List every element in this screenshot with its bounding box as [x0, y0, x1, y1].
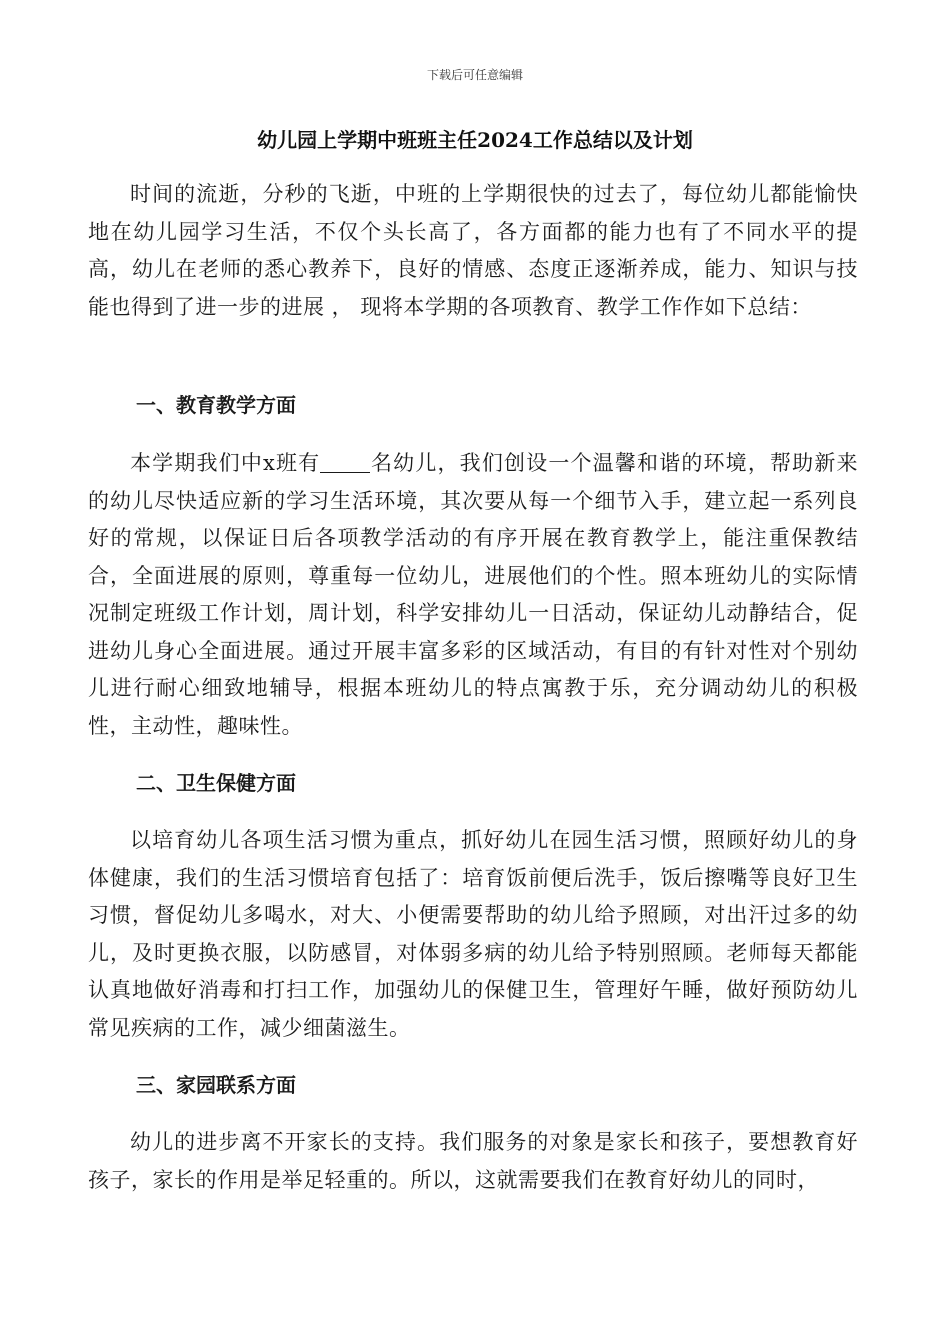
section-2-paragraph: 以培育幼儿各项生活习惯为重点，抓好幼儿在园生活习惯，照顾好幼儿的身体健康，我们的生活习惯培育包括了：培育饭前便后洗手，饭后擦嘴等良好卫生习惯，督促幼儿多喝水，对大、小便需要帮助的幼儿给予照顾，对出汗过多的幼儿，及时更换衣服，以防感冒，对体弱多病的幼儿给予特别照顾。老师每天都能认真地做好消毒和打扫工作，加强幼儿的保健卫生，管理好午睡，做好预防幼儿常见疾病的工作，减少细菌滋生。 [88, 828, 858, 1040]
section-3-heading: 三、家园联系方面 [136, 1073, 296, 1097]
section-2 [88, 768, 858, 798]
section-2-body [88, 822, 858, 1047]
document-title: 幼儿园上学期中班班主任2024工作总结以及计划 [257, 128, 693, 152]
section-3 [88, 1070, 858, 1100]
section-1-heading: 一、教育教学方面 [136, 393, 296, 417]
section-2-heading: 二、卫生保健方面 [136, 771, 296, 795]
intro-block [88, 176, 858, 326]
fill-in-blank [320, 451, 370, 473]
page-header-note: 下载后可任意编辑 [426, 68, 523, 82]
section-1-body [88, 445, 858, 745]
section-1-text-start: 本学期我们中x班有 [130, 451, 321, 475]
section-1 [88, 390, 858, 420]
section-3-body [88, 1124, 858, 1199]
intro-paragraph: 时间的流逝，分秒的飞逝，中班的上学期很快的过去了，每位幼儿都能愉快地在幼儿园学习生活，不仅个头长高了，各方面都的能力也有了不同水平的提高，幼儿在老师的悉心教养下，良好的情感、态度正逐渐养成，能力、知识与技能也得到了进一步的进展 ， 现将本学期的各项教育、教学工作作如下总结： [88, 182, 858, 319]
section-1-paragraph [88, 445, 858, 745]
section-3-paragraph: 幼儿的进步离不开家长的支持。我们服务的对象是家长和孩子，要想教育好孩子，家长的作用是举足轻重的。所以，这就需要我们在教育好幼儿的同时， [88, 1130, 858, 1192]
section-1-text-rest: 名幼儿，我们创设一个温馨和谐的环境，帮助新来的幼儿尽快适应新的学习生活环境，其次要从每一个细节入手，建立起一系列良好的常规，以保证日后各项教学活动的有序开展在教育教学上，能注重保教结合，全面进展的原则，尊重每一位幼儿，进展他们的个性。照本班幼儿的实际情况制定班级工作计划，周计划，科学安排幼儿一日活动，保证幼儿动静结合，促进幼儿身心全面进展。通过开展丰富多彩的区域活动，有目的有针对性对个别幼儿进行耐心细致地辅导，根据本班幼儿的特点寓教于乐，充分调动幼儿的积极性，主动性，趣味性。 [88, 451, 859, 738]
